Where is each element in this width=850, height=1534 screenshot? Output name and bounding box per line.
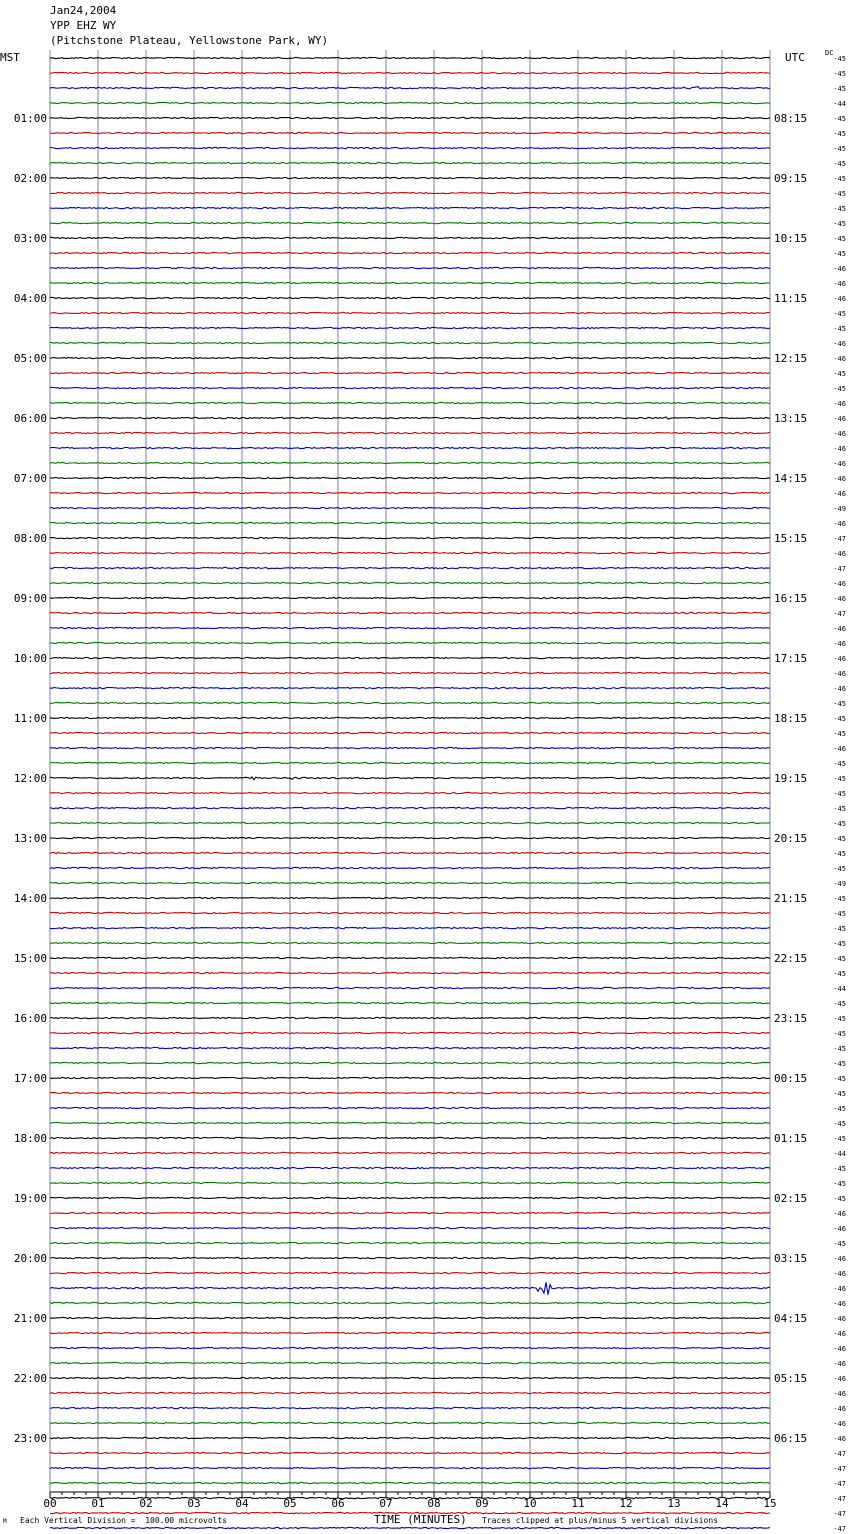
dc-offset-value: -47 — [833, 610, 846, 618]
dc-offset-value: -46 — [833, 625, 846, 633]
dc-offset-value: -46 — [833, 400, 846, 408]
trace-row — [50, 582, 770, 583]
clip-note: Traces clipped at plus/minus 5 vertical divisions — [482, 1516, 719, 1525]
dc-offset-value: -47 — [833, 1510, 846, 1518]
hour-label-mst: 08:00 — [13, 532, 47, 545]
hour-label-utc: 10:15 — [774, 232, 808, 245]
trace-row — [50, 1197, 770, 1198]
dc-offset-value: -47 — [833, 565, 846, 573]
dc-offset-value: -46 — [833, 1420, 846, 1428]
dc-offset-value: -45 — [833, 160, 846, 168]
hour-label-mst: 19:00 — [13, 1192, 47, 1205]
dc-offset-value: -45 — [833, 175, 846, 183]
hour-label-mst: 11:00 — [13, 712, 47, 725]
trace-row — [50, 102, 770, 103]
dc-offset-value: -46 — [833, 670, 846, 678]
trace-row — [50, 117, 770, 118]
dc-offset-value: -46 — [833, 1210, 846, 1218]
dc-offset-value: -46 — [833, 265, 846, 273]
hour-label-mst: 12:00 — [13, 772, 47, 785]
trace-row — [50, 192, 770, 193]
dc-offset-value: -45 — [833, 1015, 846, 1023]
station-name: YPP EHZ WY — [50, 19, 117, 32]
trace-row — [50, 1282, 770, 1294]
trace-row — [50, 537, 770, 538]
dc-offset-value: -45 — [833, 115, 846, 123]
trace-row — [50, 1497, 770, 1498]
dc-offset-value: -45 — [833, 250, 846, 258]
dc-offset-value: -46 — [833, 685, 846, 693]
dc-offset-value: -45 — [833, 925, 846, 933]
dc-offset-value: -45 — [833, 70, 846, 78]
scale-note: Each Vertical Division = 100.00 microvolts — [20, 1516, 228, 1525]
trace-row — [50, 1227, 770, 1228]
trace-row — [50, 312, 770, 313]
hour-label-mst: 06:00 — [13, 412, 47, 425]
hour-label-utc: 13:15 — [774, 412, 808, 425]
trace-row — [50, 1452, 770, 1453]
trace-row — [50, 57, 770, 58]
trace-row — [50, 627, 770, 628]
trace-row — [50, 687, 770, 688]
trace-row — [50, 1032, 770, 1033]
hour-label-utc: 19:15 — [774, 772, 808, 785]
dc-offset-value: -45 — [833, 835, 846, 843]
dc-offset-value: -45 — [833, 805, 846, 813]
dc-offset-value: -45 — [833, 730, 846, 738]
dc-offset-value: -45 — [833, 715, 846, 723]
trace-row — [50, 1242, 770, 1243]
dc-offset-value: -46 — [833, 1315, 846, 1323]
dc-offset-value: -45 — [833, 1240, 846, 1248]
hour-label-utc: 01:15 — [774, 1132, 808, 1145]
trace-row — [50, 507, 770, 508]
trace-row — [50, 1137, 770, 1138]
trace-row — [50, 252, 770, 253]
dc-offset-value: -46 — [833, 1225, 846, 1233]
dc-offset-value: -45 — [833, 850, 846, 858]
trace-row — [50, 777, 770, 780]
trace-row — [50, 1167, 770, 1168]
dc-offset-value: -47 — [833, 535, 846, 543]
trace-row — [50, 1182, 770, 1183]
hour-label-mst: 23:00 — [13, 1432, 47, 1445]
trace-row — [50, 327, 770, 328]
dc-offset-value: -46 — [833, 1375, 846, 1383]
trace-row — [50, 717, 770, 718]
hour-label-utc: 08:15 — [774, 112, 808, 125]
dc-offset-value: -45 — [833, 130, 846, 138]
trace-row — [50, 597, 770, 598]
hour-label-utc: 17:15 — [774, 652, 808, 665]
dc-offset-value: -46 — [833, 1300, 846, 1308]
trace-row — [50, 957, 770, 958]
hour-label-utc: 21:15 — [774, 892, 808, 905]
dc-offset-value: -46 — [833, 1435, 846, 1443]
hour-label-utc: 11:15 — [774, 292, 808, 305]
trace-row — [50, 1347, 770, 1348]
trace-row — [50, 1407, 770, 1408]
hour-label-mst: 03:00 — [13, 232, 47, 245]
trace-row — [50, 1257, 770, 1258]
hour-label-mst: 16:00 — [13, 1012, 47, 1025]
dc-offset-value: -45 — [833, 370, 846, 378]
x-tick-label: 01 — [91, 1497, 105, 1510]
dc-offset-value: -45 — [833, 55, 846, 63]
chart-date: Jan24,2004 — [50, 4, 117, 17]
dc-offset-value: -46 — [833, 655, 846, 663]
hour-label-utc: 04:15 — [774, 1312, 808, 1325]
dc-offset-value: -49 — [833, 880, 846, 888]
dc-offset-value: -45 — [833, 1165, 846, 1173]
dc-offset-value: -46 — [833, 430, 846, 438]
trace-row — [50, 612, 770, 613]
hour-label-utc: 03:15 — [774, 1252, 808, 1265]
hour-label-utc: 06:15 — [774, 1432, 808, 1445]
hour-label-mst: 21:00 — [13, 1312, 47, 1325]
dc-offset-value: -46 — [833, 1285, 846, 1293]
dc-offset-value: -45 — [833, 1180, 846, 1188]
trace-row — [50, 177, 770, 178]
dc-offset-value: -47 — [833, 1450, 846, 1458]
trace-row — [50, 477, 770, 478]
dc-offset-value: -45 — [833, 310, 846, 318]
trace-row — [50, 1062, 770, 1063]
x-tick-label: 04 — [235, 1497, 249, 1510]
dc-offset-value: -46 — [833, 1270, 846, 1278]
dc-offset-value: -45 — [833, 220, 846, 228]
trace-row — [50, 1437, 770, 1438]
trace-row — [50, 402, 770, 403]
hour-label-utc: 09:15 — [774, 172, 808, 185]
trace-row — [50, 207, 770, 208]
trace-row — [50, 672, 770, 673]
dc-offset-value: -49 — [833, 505, 846, 513]
x-tick-label: 08 — [427, 1497, 441, 1510]
trace-row — [50, 1047, 770, 1048]
dc-offset-value: -46 — [833, 295, 846, 303]
hour-label-utc: 16:15 — [774, 592, 808, 605]
trace-row — [50, 762, 770, 763]
trace-row — [50, 1317, 770, 1318]
trace-row — [50, 162, 770, 163]
trace-row — [50, 267, 770, 268]
dc-offset-value: -46 — [833, 1405, 846, 1413]
x-tick-label: 06 — [331, 1497, 345, 1510]
dc-offset-value: -45 — [833, 940, 846, 948]
trace-row — [50, 522, 770, 523]
trace-row — [50, 702, 770, 703]
x-axis-title: TIME (MINUTES) — [374, 1513, 467, 1526]
trace-row — [50, 1392, 770, 1393]
dc-offset-value: -46 — [833, 355, 846, 363]
dc-offset-value: -46 — [833, 460, 846, 468]
dc-offset-value: -46 — [833, 340, 846, 348]
trace-row — [50, 732, 770, 733]
dc-offset-value: -45 — [833, 235, 846, 243]
x-tick-label: 03 — [187, 1497, 201, 1510]
trace-row — [50, 372, 770, 373]
trace-row — [50, 1467, 770, 1468]
dc-offset-value: -46 — [833, 445, 846, 453]
trace-row — [50, 552, 770, 553]
dc-offset-value: -45 — [833, 895, 846, 903]
x-tick-label: 14 — [715, 1497, 729, 1510]
trace-row — [50, 72, 770, 73]
x-tick-label: 02 — [139, 1497, 153, 1510]
dc-offset-value: -45 — [833, 325, 846, 333]
dc-offset-value: -46 — [833, 595, 846, 603]
trace-row — [50, 1122, 770, 1123]
dc-offset-value: -45 — [833, 1060, 846, 1068]
dc-offset-value: -45 — [833, 1030, 846, 1038]
dc-offset-value: -45 — [833, 385, 846, 393]
hour-label-utc: 02:15 — [774, 1192, 808, 1205]
right-timezone-label: UTC — [785, 51, 805, 64]
trace-row — [50, 1527, 770, 1528]
trace-row — [50, 912, 770, 913]
trace-row — [50, 282, 770, 283]
trace-row — [50, 1362, 770, 1363]
dc-offset-value: -46 — [833, 1330, 846, 1338]
trace-row — [50, 927, 770, 928]
trace-row — [50, 897, 770, 898]
trace-row — [50, 1002, 770, 1003]
trace-row — [50, 357, 770, 358]
dc-offset-value: -45 — [833, 910, 846, 918]
dc-offset-value: -45 — [833, 190, 846, 198]
hour-label-utc: 14:15 — [774, 472, 808, 485]
dc-offset-value: -45 — [833, 1135, 846, 1143]
trace-row — [50, 462, 770, 463]
dc-offset-value: -45 — [833, 205, 846, 213]
hour-label-utc: 00:15 — [774, 1072, 808, 1085]
trace-row — [50, 342, 770, 343]
trace-row — [50, 987, 770, 988]
dc-offset-value: -46 — [833, 580, 846, 588]
trace-row — [50, 387, 770, 388]
dc-offset-value: -45 — [833, 760, 846, 768]
corner-mark: M — [3, 1518, 7, 1525]
dc-offset-value: -45 — [833, 955, 846, 963]
x-tick-label: 07 — [379, 1497, 393, 1510]
station-location: (Pitchstone Plateau, Yellowstone Park, WY) — [50, 34, 329, 47]
trace-row — [50, 492, 770, 493]
hour-label-utc: 18:15 — [774, 712, 808, 725]
dc-offset-value: -45 — [833, 1075, 846, 1083]
dc-offset-value: -46 — [833, 1390, 846, 1398]
dc-offset-value: -45 — [833, 970, 846, 978]
dc-offset-value: -45 — [833, 85, 846, 93]
trace-row — [50, 1092, 770, 1093]
dc-offset-value: -46 — [833, 1345, 846, 1353]
trace-row — [50, 942, 770, 943]
dc-offset-value: -47 — [833, 1495, 846, 1503]
dc-offset-value: -45 — [833, 1195, 846, 1203]
trace-row — [50, 567, 770, 568]
x-tick-label: 15 — [763, 1497, 777, 1510]
trace-row — [50, 837, 770, 838]
trace-row — [50, 1377, 770, 1378]
x-tick-label: 12 — [619, 1497, 633, 1510]
trace-row — [50, 972, 770, 973]
trace-row — [50, 657, 770, 658]
dc-offset-value: -46 — [833, 745, 846, 753]
hour-label-mst: 02:00 — [13, 172, 47, 185]
left-timezone-label: MST — [0, 51, 20, 64]
trace-row — [50, 1482, 770, 1483]
hour-label-mst: 17:00 — [13, 1072, 47, 1085]
hour-label-utc: 12:15 — [774, 352, 808, 365]
trace-row — [50, 132, 770, 133]
trace-row — [50, 747, 770, 748]
trace-row — [50, 1332, 770, 1333]
dc-offset-value: -45 — [833, 1090, 846, 1098]
trace-row — [50, 1152, 770, 1153]
trace-row — [50, 792, 770, 793]
x-tick-label: 09 — [475, 1497, 489, 1510]
dc-offset-value: -46 — [833, 520, 846, 528]
dc-offset-value: -44 — [833, 1150, 846, 1158]
trace-row — [50, 867, 770, 868]
dc-offset-value: -45 — [833, 820, 846, 828]
trace-row — [50, 1107, 770, 1108]
trace-row — [50, 882, 770, 883]
dc-offset-value: -44 — [833, 985, 846, 993]
hour-label-mst: 18:00 — [13, 1132, 47, 1145]
x-tick-label: 00 — [43, 1497, 57, 1510]
trace-row — [50, 1422, 770, 1423]
hour-label-mst: 01:00 — [13, 112, 47, 125]
dc-offset-value: -47 — [833, 1480, 846, 1488]
trace-row — [50, 807, 770, 808]
trace-row — [50, 147, 770, 148]
dc-offset-value: -46 — [833, 490, 846, 498]
trace-row — [50, 852, 770, 853]
hour-label-utc: 05:15 — [774, 1372, 808, 1385]
hour-label-mst: 13:00 — [13, 832, 47, 845]
trace-row — [50, 432, 770, 433]
dc-offset-value: -45 — [833, 790, 846, 798]
dc-offset-value: -45 — [833, 1045, 846, 1053]
x-tick-label: 05 — [283, 1497, 297, 1510]
dc-offset-value: -47 — [833, 1525, 846, 1533]
dc-offset-value: -47 — [833, 1465, 846, 1473]
dc-offset-value: -45 — [833, 1120, 846, 1128]
trace-row — [50, 1272, 770, 1273]
dc-offset-value: -45 — [833, 700, 846, 708]
trace-row — [50, 1077, 770, 1078]
trace-row — [50, 447, 770, 448]
trace-row — [50, 822, 770, 823]
trace-row — [50, 1017, 770, 1018]
dc-offset-value: -44 — [833, 100, 846, 108]
dc-offset-value: -45 — [833, 145, 846, 153]
dc-offset-value: -46 — [833, 1360, 846, 1368]
hour-label-mst: 07:00 — [13, 472, 47, 485]
trace-row — [50, 1212, 770, 1213]
hour-label-mst: 22:00 — [13, 1372, 47, 1385]
dc-offset-value: -46 — [833, 280, 846, 288]
hour-label-mst: 14:00 — [13, 892, 47, 905]
hour-label-mst: 04:00 — [13, 292, 47, 305]
dc-offset-value: -46 — [833, 1255, 846, 1263]
hour-label-mst: 15:00 — [13, 952, 47, 965]
trace-row — [50, 237, 770, 238]
trace-row — [50, 87, 770, 89]
hour-label-mst: 10:00 — [13, 652, 47, 665]
hour-label-utc: 22:15 — [774, 952, 808, 965]
hour-label-utc: 15:15 — [774, 532, 808, 545]
dc-offset-value: -46 — [833, 640, 846, 648]
hour-label-utc: 23:15 — [774, 1012, 808, 1025]
x-tick-label: 13 — [667, 1497, 681, 1510]
x-tick-label: 11 — [571, 1497, 585, 1510]
trace-row — [50, 297, 770, 298]
dc-offset-value: -45 — [833, 1000, 846, 1008]
dc-offset-value: -46 — [833, 475, 846, 483]
hour-label-utc: 20:15 — [774, 832, 808, 845]
hour-label-mst: 20:00 — [13, 1252, 47, 1265]
hour-label-mst: 09:00 — [13, 592, 47, 605]
dc-offset-value: -45 — [833, 775, 846, 783]
x-tick-label: 10 — [523, 1497, 537, 1510]
trace-row — [50, 1302, 770, 1303]
trace-row — [50, 642, 770, 643]
hour-label-mst: 05:00 — [13, 352, 47, 365]
dc-offset-label: DC — [825, 49, 834, 57]
dc-offset-value: -46 — [833, 415, 846, 423]
dc-offset-value: -45 — [833, 865, 846, 873]
dc-offset-value: -46 — [833, 550, 846, 558]
dc-offset-value: -45 — [833, 1105, 846, 1113]
trace-row — [50, 417, 770, 419]
trace-row — [50, 222, 770, 223]
